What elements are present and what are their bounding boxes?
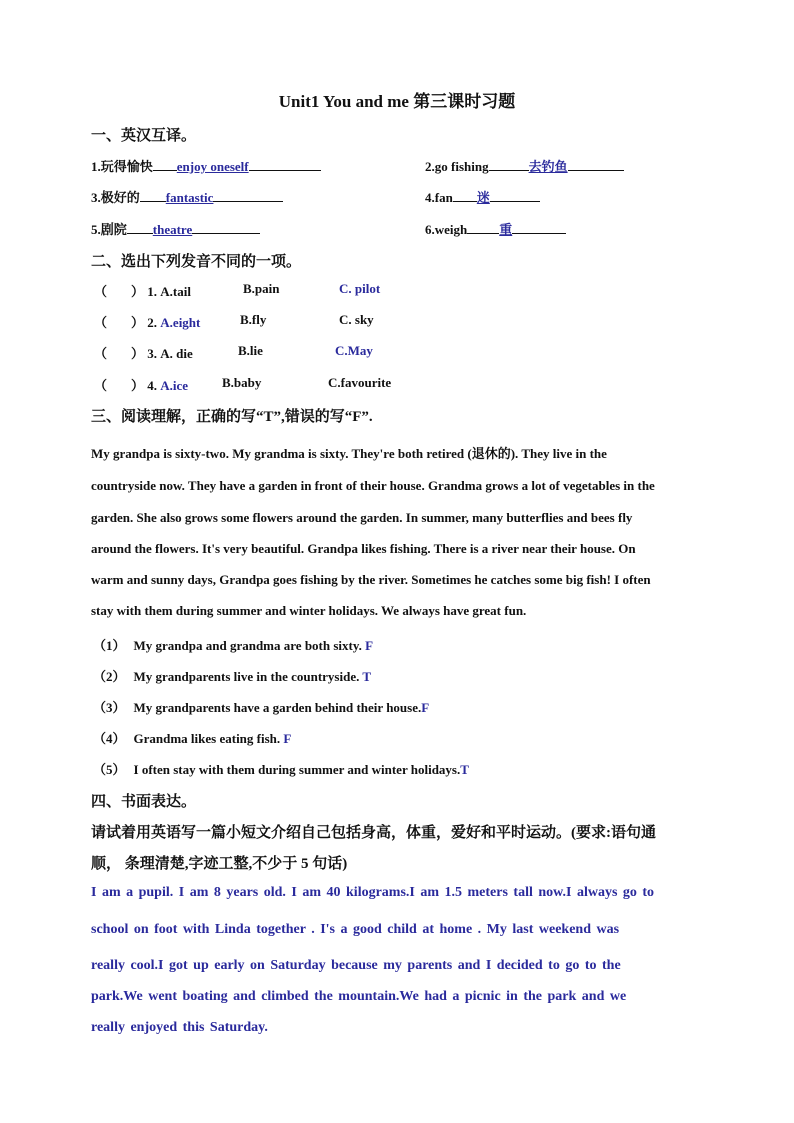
section1-heading: 一、英汉互译。 bbox=[91, 128, 197, 144]
section2-heading: 二、选出下列发音不同的一项。 bbox=[91, 254, 302, 270]
passage-line: garden. She also grows some flowers around the garden. In summer, many butterflies and bees fly bbox=[91, 510, 633, 525]
vocab-question: 1.玩得愉快 bbox=[91, 159, 153, 174]
passage-line: My grandpa is sixty-two. My grandma is sixty. They're both retired (退休的). They live in the bbox=[91, 446, 607, 461]
section4-heading: 四、书面表达。 bbox=[91, 794, 197, 810]
vocab-answer: fantastic bbox=[165, 190, 214, 205]
passage-line: stay with them during summer and winter holidays. We always have great fun. bbox=[91, 603, 527, 618]
option-b: B.pain bbox=[243, 281, 280, 296]
option-c: C. sky bbox=[339, 312, 374, 327]
question-answer: F bbox=[283, 731, 292, 746]
vocab-item-4 bbox=[425, 187, 540, 206]
option-c: C.favourite bbox=[328, 375, 392, 390]
essay-line: school on foot with Linda together . I's a good child at home . My last weekend was bbox=[91, 922, 620, 937]
phonics-item-1: （ ） 1. A.tail bbox=[94, 284, 191, 299]
passage-line: warm and sunny days, Grandpa goes fishing by the river. Sometimes he catches some big fish! I often bbox=[91, 572, 651, 587]
vocab-question: 6.weigh bbox=[425, 222, 468, 237]
writing-requirement: 请试着用英语写一篇小短文介绍自己包括身高，体重，爱好和平时运动。(要求:语句通 bbox=[91, 825, 656, 841]
vocab-item-2 bbox=[425, 156, 624, 175]
vocab-item-3 bbox=[91, 187, 283, 206]
vocab-question: 3.极好的 bbox=[91, 190, 140, 205]
option-c-answer: C.May bbox=[335, 343, 373, 358]
page-title: Unit1 You and me 第三课时习题 bbox=[278, 92, 516, 111]
section3-heading: 三、阅读理解，正确的写“T”,错误的写“F”. bbox=[91, 409, 373, 425]
essay-line: really cool.I got up early on Saturday because my parents and I decided to go to the bbox=[91, 958, 621, 973]
option-a: A.tail bbox=[160, 284, 191, 299]
phonics-item-2: （ ） 2. A.eight bbox=[94, 315, 201, 330]
question-answer: T bbox=[460, 762, 469, 777]
vocab-question: 2.go fishing bbox=[425, 159, 489, 174]
essay-line: I am a pupil. I am 8 years old. I am 40 kilograms.I am 1.5 meters tall now.I always go to bbox=[91, 885, 655, 900]
essay-line: park.We went boating and climbed the mountain.We had a picnic in the park and we bbox=[91, 989, 627, 1004]
vocab-answer: 迷 bbox=[476, 190, 490, 205]
option-a-answer: A.ice bbox=[160, 378, 189, 393]
phonics-item-3: （ ） 3. A. die bbox=[94, 346, 193, 361]
option-a: A. die bbox=[160, 346, 193, 361]
option-b: B.lie bbox=[238, 343, 263, 358]
question-answer: T bbox=[362, 669, 372, 684]
option-a-answer: A.eight bbox=[160, 315, 201, 330]
vocab-answer: 去钓鱼 bbox=[528, 159, 568, 174]
vocab-item-1 bbox=[91, 156, 321, 175]
question-answer: F bbox=[365, 638, 374, 653]
option-c-answer: C. pilot bbox=[339, 281, 381, 296]
vocab-answer: enjoy oneself bbox=[176, 159, 249, 174]
option-b: B.fly bbox=[240, 312, 267, 327]
passage-line: countryside now. They have a garden in front of their house. Grandma grows a lot of vegetables in the bbox=[91, 478, 655, 493]
vocab-item-6 bbox=[425, 219, 566, 238]
vocab-answer: 重 bbox=[499, 222, 513, 237]
question-5: （5） I often stay with them during summer and winter holidays.T bbox=[93, 762, 469, 777]
vocab-answer: theatre bbox=[152, 222, 193, 237]
passage-line: around the flowers. It's very beautiful. Grandpa likes fishing. There is a river near their house. On bbox=[91, 541, 636, 556]
question-answer: F bbox=[421, 700, 430, 715]
vocab-item-5 bbox=[91, 219, 260, 238]
essay-line: really enjoyed this Saturday. bbox=[91, 1020, 268, 1035]
question-3: （3） My grandparents have a garden behind their house.F bbox=[93, 700, 430, 715]
writing-requirement: 顺， 条理清楚,字迹工整,不少于 5 句话) bbox=[91, 856, 348, 872]
question-4: （4） Grandma likes eating fish. F bbox=[93, 731, 292, 746]
option-b: B.baby bbox=[222, 375, 262, 390]
phonics-item-4: （ ） 4. A.ice bbox=[94, 378, 189, 393]
question-1: （1） My grandpa and grandma are both sixty. F bbox=[93, 638, 374, 653]
vocab-question: 4.fan bbox=[425, 190, 453, 205]
vocab-question: 5.剧院 bbox=[91, 222, 127, 237]
question-2: （2） My grandparents live in the countryside. T bbox=[93, 669, 372, 684]
